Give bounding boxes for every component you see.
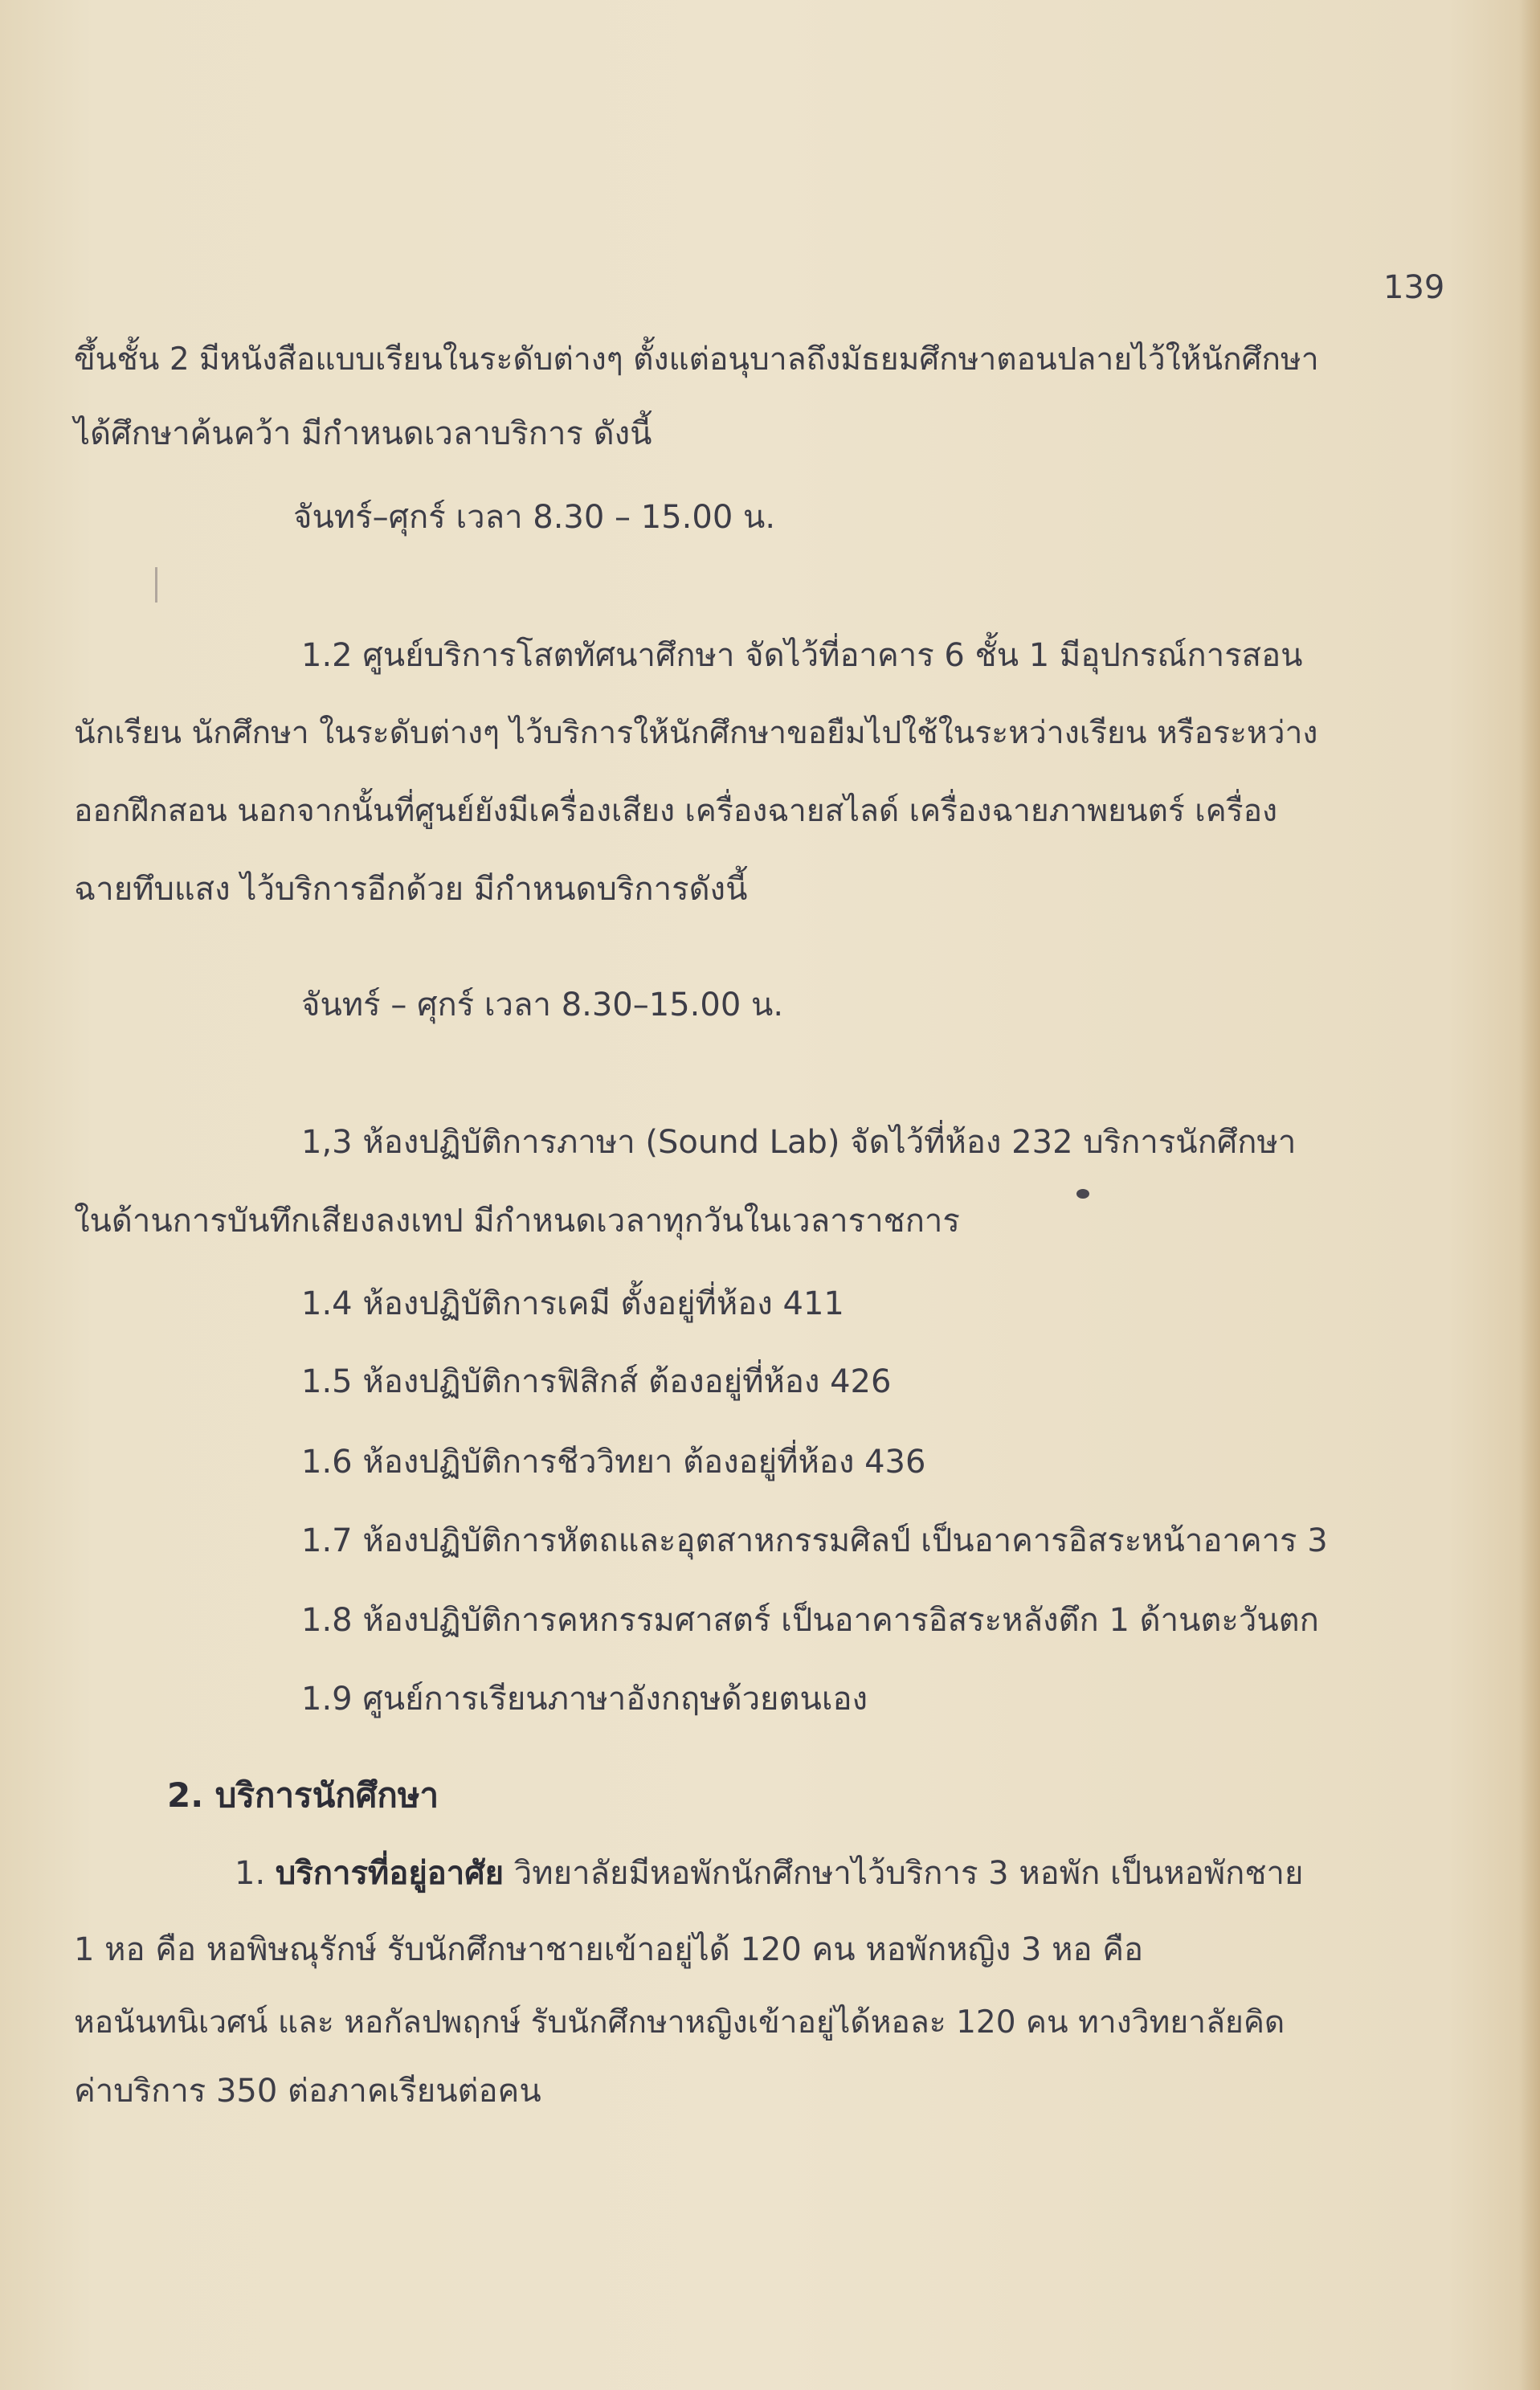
lab-item: 1.4 ห้องปฏิบัติการเคมี ตั้งอยู่ที่ห้อง 411	[301, 1285, 844, 1322]
subsection-number: 1.	[235, 1855, 266, 1892]
service-hours: จันทร์–ศุกร์ เวลา 8.30 – 15.00 น.	[293, 499, 776, 536]
lab-item: 1.8 ห้องปฏิบัติการคหกรรมศาสตร์ เป็นอาคารอิสระหลังตึก 1 ด้านตะวันตก	[301, 1602, 1319, 1639]
paragraph-line: ขึ้นชั้น 2 มีหนังสือแบบเรียนในระดับต่างๆ ตั้งแต่อนุบาลถึงมัธยมศึกษาตอนปลายไว้ให้นักศึกษา	[74, 341, 1319, 378]
ink-speck	[1076, 1189, 1089, 1199]
section-1-2-line: ออกฝึกสอน นอกจากนั้นที่ศูนย์ยังมีเครื่องเสียง เครื่องฉายสไลด์ เครื่องฉายภาพยนตร์ เครื่อง	[74, 793, 1278, 829]
lab-item: 1.6 ห้องปฏิบัติการชีววิทยา ต้องอยู่ที่ห้อง 436	[301, 1444, 926, 1481]
section-1-3-line: 1,3 ห้องปฏิบัติการภาษา (Sound Lab) จัดไว้ที่ห้อง 232 บริการนักศึกษา	[301, 1124, 1297, 1161]
paragraph-line: ได้ศึกษาค้นคว้า มีกำหนดเวลาบริการ ดังนี้	[74, 415, 652, 452]
section-1-2-line: 1.2 ศูนย์บริการโสตทัศนาศึกษา จัดไว้ที่อาคาร 6 ชั้น 1 มีอุปกรณ์การสอน	[301, 637, 1303, 674]
service-hours: จันทร์ – ศุกร์ เวลา 8.30–15.00 น.	[301, 987, 784, 1023]
lab-item: 1.9 ศูนย์การเรียนภาษาอังกฤษด้วยตนเอง	[301, 1681, 868, 1718]
margin-mark	[155, 567, 157, 603]
page-edge-shadow	[1519, 0, 1540, 2390]
section-1-2-line: ฉายทึบแสง ไว้บริการอีกด้วย มีกำหนดบริการดังนี้	[74, 871, 748, 908]
section-1-3-line: ในด้านการบันทึกเสียงลงเทป มีกำหนดเวลาทุกวันในเวลาราชการ	[74, 1203, 960, 1240]
section-1-2-line: นักเรียน นักศึกษา ในระดับต่างๆ ไว้บริการให้นักศึกษาขอยืมไปใช้ในระหว่างเรียน หรือระหว่าง	[74, 715, 1318, 751]
lab-item: 1.7 ห้องปฏิบัติการหัตถและอุตสาหกรรมศิลป์ เป็นอาคารอิสระหน้าอาคาร 3	[301, 1522, 1328, 1559]
section-heading: 2. บริการนักศึกษา	[167, 1775, 439, 1815]
lab-item: 1.5 ห้องปฏิบัติการฟิสิกส์ ต้องอยู่ที่ห้อง 426	[301, 1363, 892, 1400]
subsection-line	[235, 1857, 1303, 1890]
subsection-line: ค่าบริการ 350 ต่อภาคเรียนต่อคน	[74, 2073, 541, 2110]
subsection-text: วิทยาลัยมีหอพักนักศึกษาไว้บริการ 3 หอพัก เป็นหอพักชาย	[513, 1855, 1304, 1892]
subsection-title: บริการที่อยู่อาศัย	[275, 1855, 504, 1892]
page-number: 139	[1383, 269, 1445, 306]
subsection-line: หอนันทนิเวศน์ และ หอกัลปพฤกษ์ รับนักศึกษาหญิงเข้าอยู่ได้หอละ 120 คน ทางวิทยาลัยคิด	[74, 2004, 1285, 2041]
subsection-line: 1 หอ คือ หอพิษณุรักษ์ รับนักศึกษาชายเข้าอยู่ได้ 120 คน หอพักหญิง 3 หอ คือ	[74, 1931, 1144, 1968]
